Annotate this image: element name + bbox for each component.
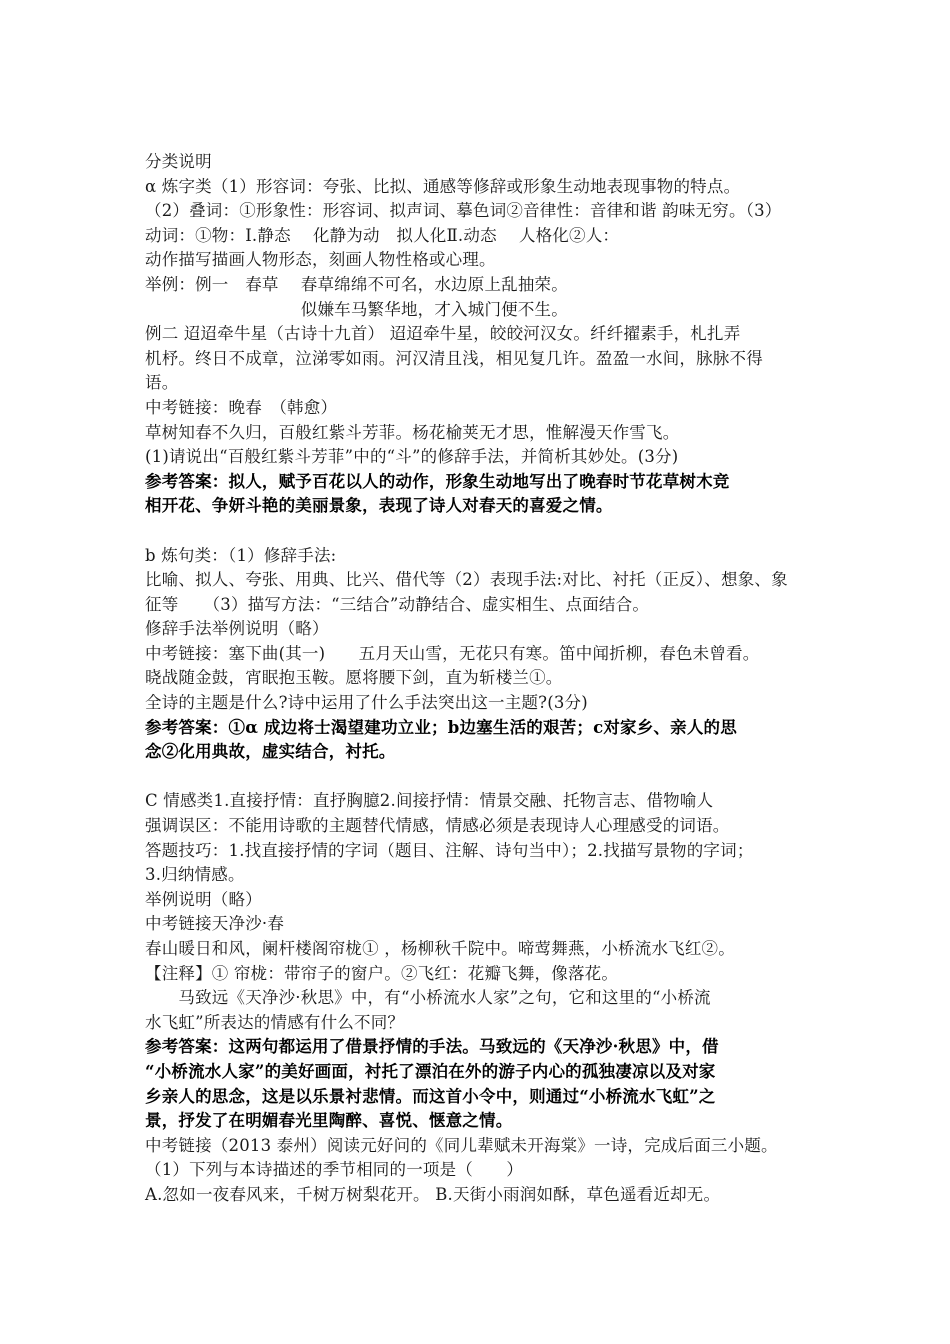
text-line: A.忽如一夜春风来，千树万树梨花开。 B.天街小雨润如酥，草色遥看近却无。	[145, 1184, 721, 1204]
blank-line	[145, 519, 825, 544]
text-line: 3.归纳情感。	[145, 865, 245, 885]
text-line: α 炼字类（1）形容词：夸张、比拟、通感等修辞或形象生动地表现事物的特点。	[145, 176, 741, 196]
text-line: b 炼句类：（1）修辞手法:	[145, 545, 337, 565]
text-line: (1)请说出“百般红紫斗芳菲”中的“斗”的修辞手法，并简析其妙处。(3分)	[145, 447, 679, 467]
text-line: 动作描写描画人物形态，刻画人物性格或心理。	[145, 250, 496, 270]
text-line: （1）下列与本诗描述的季节相同的一项是（ ）	[145, 1160, 524, 1180]
text-line: 全诗的主题是什么?诗中运用了什么手法突出这一主题?(3分)	[145, 693, 588, 713]
answer-line: 相开花、争妍斗艳的美丽景象，表现了诗人对春天的喜爱之情。	[145, 496, 613, 516]
text-line: 比喻、拟人、夸张、用典、比兴、借代等（2）表现手法:对比、衬托（正反）、想象、象	[145, 570, 788, 590]
text-line: （2）叠词：①形象性：形容词、拟声词、摹色词②音律性：音律和谐 韵味无穷。（3）	[145, 201, 782, 221]
text-line: 中考链接天净沙·春	[145, 914, 285, 934]
text-line: 中考链接：晚春 （韩愈）	[145, 397, 338, 417]
answer-line: 念②化用典故，虚实结合，衬托。	[145, 742, 396, 762]
text-line: 征等 （3）描写方法：“三结合”动静结合、虚实相生、点面结合。	[145, 594, 650, 614]
text-line: 马致远《天净沙·秋思》中，有“小桥流水人家”之句，它和这里的“小桥流	[145, 988, 711, 1008]
text-line: 语。	[145, 373, 179, 393]
text-line: 修辞手法举例说明（略）	[145, 619, 329, 639]
blank-line	[145, 765, 825, 790]
answer-line: 乡亲人的思念，这是以乐景衬悲情。而这首小令中，则通过“小桥流水飞虹”之	[145, 1086, 716, 1106]
text-line: C 情感类1.直接抒情：直抒胸臆2.间接抒情：情景交融、托物言志、借物喻人	[145, 791, 714, 811]
text-line: 春山暖日和风，阑杆楼阁帘栊① ，杨柳秋千院中。啼莺舞燕，小桥流水飞红②。	[145, 939, 735, 958]
text-line: 中考链接（2013 泰州）阅读元好问的《同儿辈赋未开海棠》一诗，完成后面三小题。	[145, 1135, 778, 1155]
text-line: 【注释】① 帘栊：带帘子的窗户。②飞红：花瓣飞舞，像落花。	[145, 963, 619, 983]
text-line: 动词：①物：Ⅰ.静态 化静为动 拟人化Ⅱ.动态 人格化②人：	[145, 225, 620, 245]
text-line: 水飞虹”所表达的情感有什么不同？	[145, 1012, 405, 1032]
answer-line: 参考答案：拟人，赋予百花以人的动作，形象生动地写出了晚春时节花草树木竞	[145, 471, 730, 491]
answer-line: 景，抒发了在明媚春光里陶醉、喜悦、惬意之情。	[145, 1111, 513, 1131]
text-line: 机杼。终日不成章，泣涕零如雨。河汉清且浅，相见复几许。盈盈一水间，脉脉不得	[145, 348, 763, 368]
text-line: 晓战随金鼓，宵眠抱玉鞍。愿将腰下剑，直为斩楼兰①。	[145, 668, 563, 688]
answer-line: “小桥流水人家”的美好画面，衬托了漂泊在外的游子内心的孤独凄凉以及对家	[145, 1061, 716, 1081]
text-line: 答题技巧：1.找直接抒情的字词（题目、注解、诗句当中）；2.找描写景物的字词；	[145, 840, 754, 860]
text-line: 中考链接：塞下曲(其一) 五月天山雪，无花只有寒。笛中闻折柳，春色未曾看。	[145, 643, 760, 663]
text-line: 举例说明（略）	[145, 889, 262, 909]
text-line: 举例：例一 春草 春草绵绵不可名，水边原上乱抽荣。	[145, 274, 568, 294]
answer-line: 参考答案：①α 成边将士渴望建功立业；b边塞生活的艰苦；c对家乡、亲人的思	[145, 717, 737, 737]
document-page	[145, 150, 825, 1208]
answer-line: 参考答案：这两句都运用了借景抒情的手法。马致远的《天净沙·秋思》中，借	[145, 1037, 719, 1057]
section-heading: 分类说明	[145, 152, 212, 171]
text-line: 似嫌车马繁华地，才入城门便不生。	[145, 299, 568, 319]
text-line: 草树知春不久归，百般红紫斗芳菲。杨花榆荚无才思，惟解漫天作雪飞。	[145, 422, 680, 442]
text-line: 例二 迢迢牵牛星（古诗十九首） 迢迢牵牛星，皎皎河汉女。纤纤擢素手，札扎弄	[145, 324, 741, 344]
text-line: 强调误区：不能用诗歌的主题替代情感，情感必须是表现诗人心理感受的词语。	[145, 816, 730, 836]
